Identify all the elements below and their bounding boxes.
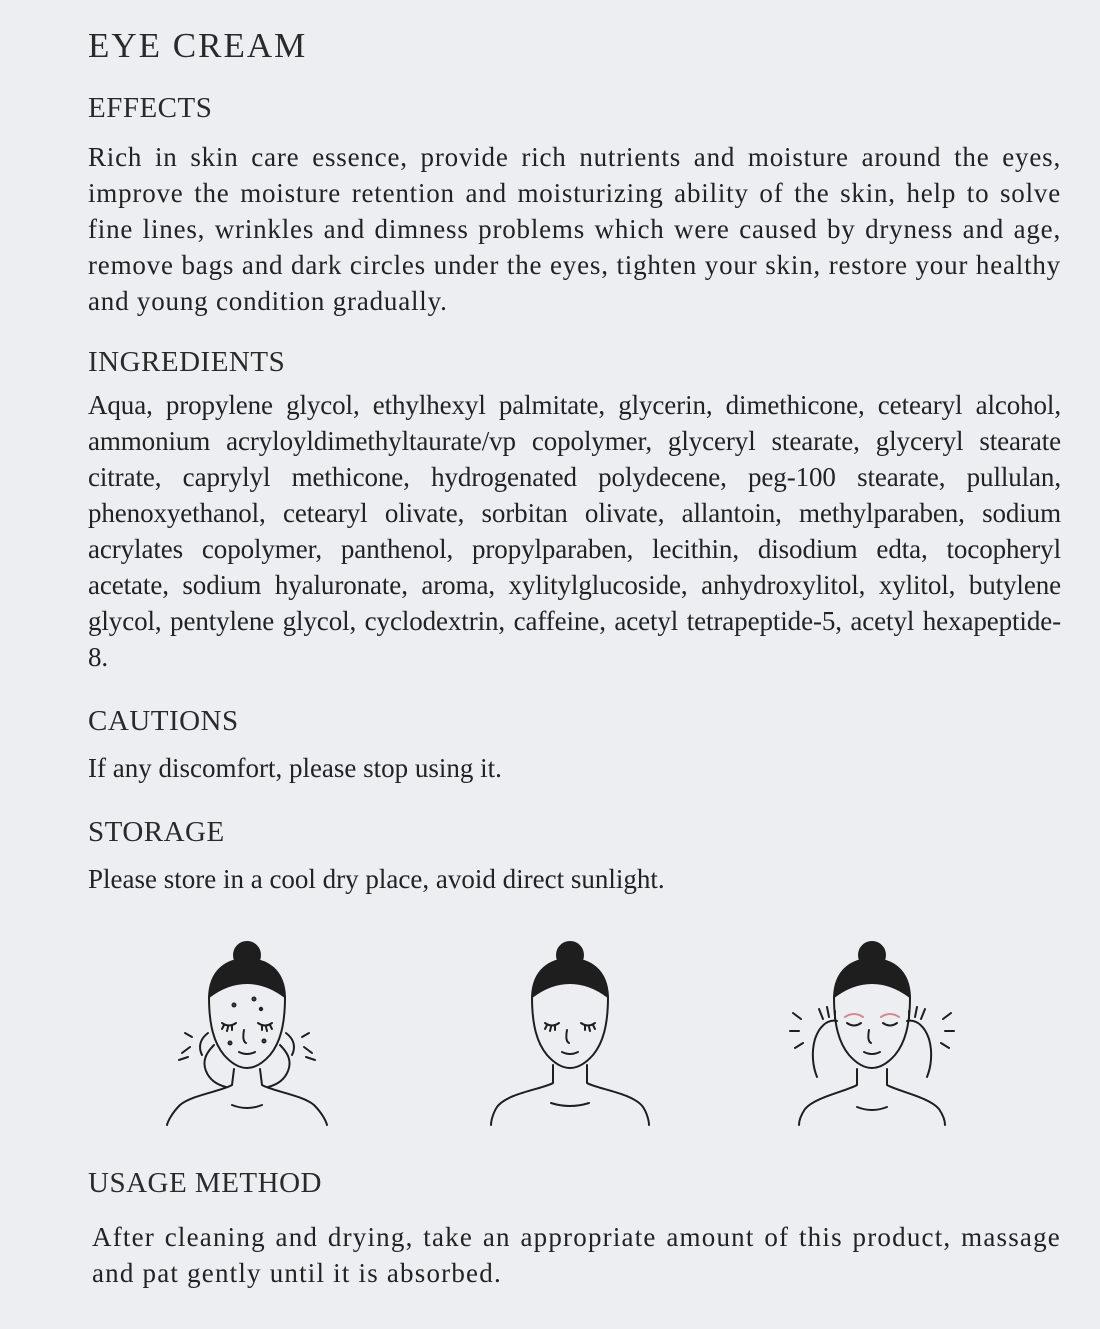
usage-illustrations [0, 935, 1100, 1135]
effects-text: Rich in skin care essence, provide rich nutrients and moisture around the eyes, improve the moisture retention and moisturizing ability of the skin, help to solve fine lines, wrinkles and dimness problems which were caused by dryness and age, remove bags and dark circles under the eyes, tighten your skin, restore your healthy and young condition gradually. [88, 142, 1061, 316]
face-drying-icon [485, 935, 655, 1130]
usage-heading: USAGE METHOD [88, 1167, 322, 1199]
storage-heading: STORAGE [88, 816, 225, 848]
page-title: EYE CREAM [88, 26, 308, 65]
face-cleansing-icon [162, 935, 332, 1130]
cautions-heading: CAUTIONS [88, 705, 239, 737]
ingredients-text: Aqua, propylene glycol, ethylhexyl palmitate, glycerin, dimethicone, cetearyl alcohol, ammonium acryloyldimethyltaurate/vp copolymer, glyceryl stearate, glyceryl stearate citrate, caprylyl methicone, hydrogenated polydecene, peg-100 stearate, pullulan, phenoxyethanol, cetearyl olivate, sorbitan olivate, allantoin, methylparaben, sodium acrylates copolymer, panthenol, propylparaben, lecithin, disodium edta, tocopheryl acetate, sodium hyaluronate, aroma, xylitylglucoside, anhydroxylitol, xylitol, butylene glycol, pentylene glycol, cyclodextrin, caffeine, acetyl tetrapeptide-5, acetyl hexapeptide-8. [88, 390, 1061, 672]
cautions-text: If any discomfort, please stop using it. [88, 753, 502, 783]
effects-heading: EFFECTS [88, 92, 213, 124]
ingredients-heading: INGREDIENTS [88, 346, 286, 378]
eye-massage-icon [787, 935, 957, 1130]
usage-text: After cleaning and drying, take an appropriate amount of this product, massage and pat gently until it is absorbed. [92, 1222, 1061, 1288]
storage-text: Please store in a cool dry place, avoid direct sunlight. [88, 864, 665, 894]
